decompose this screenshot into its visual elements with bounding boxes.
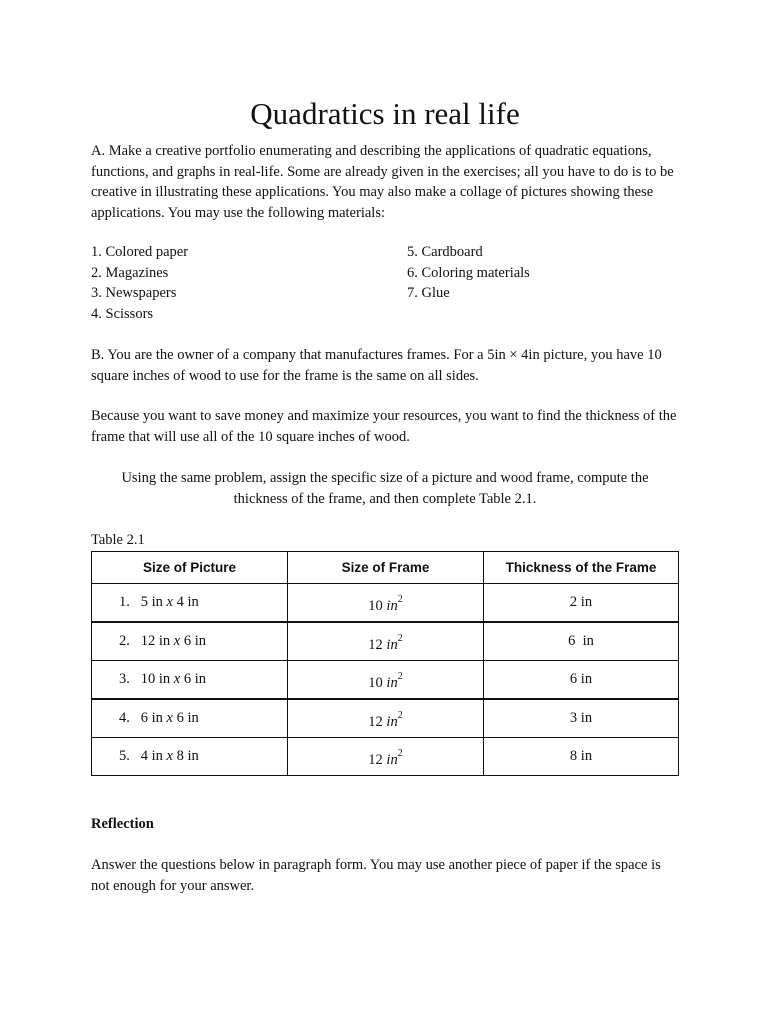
frame-size-cell: 12 $in^2$ — [288, 622, 484, 661]
thickness-cell: 6 in — [484, 661, 679, 700]
table-row — [92, 738, 679, 776]
thickness-cell: 3 in — [484, 699, 679, 738]
material-item: 5. Cardboard — [407, 244, 483, 260]
thickness-cell: 6 in — [484, 622, 679, 661]
frame-size-cell: 10 $in^2$ — [288, 661, 484, 700]
material-item: 3. Newspapers — [91, 285, 177, 301]
material-item: 2. Magazines — [91, 264, 169, 281]
picture-size-cell: 5. 4 in x 8 in — [92, 738, 288, 776]
material-item: 4. Scissors — [91, 305, 154, 322]
material-item: 7. Glue — [407, 285, 450, 301]
picture-size-cell: 4. 6 in x 6 in — [92, 699, 288, 738]
page-title: Quadratics in real life — [250, 96, 520, 131]
table-row — [92, 584, 679, 623]
table-header-row — [92, 552, 679, 584]
frame-table — [91, 551, 679, 776]
reflection-text: Answer the questions below in paragraph form. You may use another piece of paper if the space is not enough for your answer. — [91, 857, 661, 894]
table-row — [92, 699, 679, 738]
frame-size-cell: 12 $in^2$ — [288, 738, 484, 776]
thickness-cell: 8 in — [484, 738, 679, 776]
frame-size-cell: 10 $in^2$ — [288, 584, 484, 623]
thickness-cell: 2 in — [484, 584, 679, 623]
table-caption: Table 2.1 — [91, 532, 145, 548]
picture-size-cell: 1. 5 in x 4 in — [92, 584, 288, 623]
section-a-text: A. Make a creative portfolio enumerating and describing the applications of quadratic equations, functions, and graphs in real-life. Some are already given in the exercises; all you have to do is to be creative in illustrating these applications. You may also make a collage of pictures showing these applications. You may use the following materials: — [91, 143, 674, 221]
materials-column-left — [91, 242, 188, 324]
header-size-of-picture: Size of Picture — [92, 552, 288, 584]
materials-column-right — [407, 242, 530, 304]
table-row — [92, 622, 679, 661]
table-row — [92, 661, 679, 700]
section-b-followup: Because you want to save money and maximize your resources, you want to find the thickness of the frame that will use all of the 10 square inches of wood. — [91, 408, 677, 445]
material-item: 1. Colored paper — [91, 244, 189, 260]
picture-size-cell: 2. 12 in x 6 in — [92, 622, 288, 661]
reflection-heading: Reflection — [91, 816, 154, 832]
picture-size-cell: 3. 10 in x 6 in — [92, 661, 288, 700]
section-b-text: B. You are the owner of a company that manufactures frames. For a 5in × 4in picture, you have 10 square inches of wood to use for the frame is the same on all sides. — [91, 347, 662, 384]
header-size-of-frame: Size of Frame — [288, 552, 484, 584]
material-item: 6. Coloring materials — [407, 264, 530, 281]
header-thickness: Thickness of the Frame — [484, 552, 679, 584]
section-b-instruction: Using the same problem, assign the specific size of a picture and wood frame, compute the thickness of the frame, and then complete Table 2.1. — [121, 470, 649, 507]
frame-size-cell: 12 $in^2$ — [288, 699, 484, 738]
